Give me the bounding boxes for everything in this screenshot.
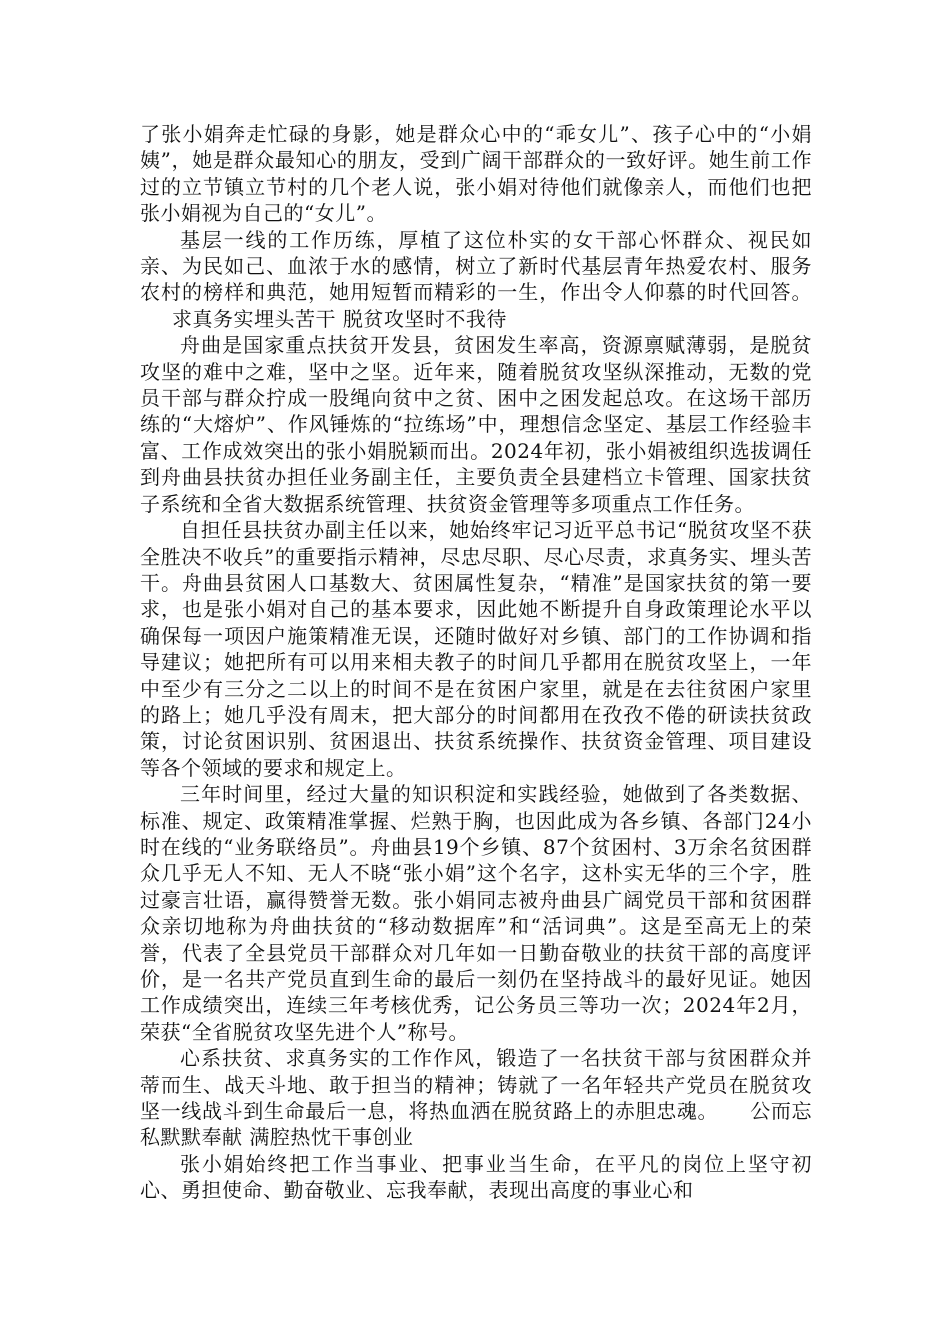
paragraph-4 xyxy=(140,517,812,781)
section-heading-2: 公而忘私默默奉献 满腔热忱干事创业 xyxy=(140,1099,813,1150)
paragraph-7-text: 张小娟始终把工作当事业、把事业当生命，在平凡的岗位上坚守初心、勇担使命、勤奋敬业、忘我奉献，表现出高度的事业心和 xyxy=(140,1151,812,1203)
paragraph-4-text: 自担任县扶贫办副主任以来，她始终牢记习近平总书记“脱贫攻坚不获全胜决不收兵”的重要指示精神，尽忠尽职、尽心尽责，求真务实、埋头苦干。舟曲县贫困人口基数大、贫困属性复杂，“精准”是国家扶贫的第一要求，也是张小娟对自己的基本要求，因此她不断提升自身政策理论水平以确保每一项因户施策精准无误，还随时做好对乡镇、部门的工作协调和指导建议；她把所有可以用来相夫教子的时间几乎都用在脱贫攻坚上，一年中至少有三分之二以上的时间不是在贫困户家里，就是在去往贫困户家里的路上；她几乎没有周末，把大部分的时间都用在孜孜不倦的研读扶贫政策，讨论贫困识别、贫困退出、扶贫系统操作、扶贫资金管理、项目建设等各个领域的要求和规定上。 xyxy=(140,518,812,780)
paragraph-5 xyxy=(140,781,812,1045)
paragraph-3 xyxy=(140,332,812,517)
paragraph-1 xyxy=(140,121,812,227)
paragraph-3-text: 舟曲是国家重点扶贫开发县，贫困发生率高，资源禀赋薄弱，是脱贫攻坚的难中之难，坚中之坚。近年来，随着脱贫攻坚纵深推动，无数的党员干部与群众拧成一股绳向贫中之贫、困中之困发起总攻。在这场干部历练的“大熔炉”、作风锤炼的“拉练场”中，理想信念坚定、基层工作经验丰富、工作成效突出的张小娟脱颖而出。2024年初，张小娟被组织选拔调任到舟曲县扶贫办担任业务副主任，主要负责全县建档立卡管理、国家扶贫子系统和全省大数据系统管理、扶贫资金管理等多项重点工作任务。 xyxy=(140,333,812,516)
paragraph-2-text: 基层一线的工作历练，厚植了这位朴实的女干部心怀群众、视民如亲、为民如己、血浓于水的感情，树立了新时代基层青年热爱农村、服务农村的榜样和典范，她用短暂而精彩的一生，作出令人仰慕的时代回答。 xyxy=(140,227,812,305)
paragraph-2 xyxy=(140,227,812,333)
paragraph-5-text: 三年时间里，经过大量的知识积淀和实践经验，她做到了各类数据、标准、规定、政策精准掌握、烂熟于胸，也因此成为各乡镇、各部门24小时在线的“业务联络员”。舟曲县19个乡镇、87个贫困村、3万余名贫困群众几乎无人不知、无人不晓“张小娟”这个名字，这朴实无华的三个字，胜过豪言壮语，赢得赞誉无数。张小娟同志被舟曲县广阔党员干部和贫困群众亲切地称为舟曲扶贫的“移动数据库”和“活词典”。这是至高无上的荣誉，代表了全县党员干部群众对几年如一日勤奋敬业的扶贫干部的高度评价，是一名共产党员直到生命的最后一刻仍在坚持战斗的最好见证。她因工作成绩突出，连续三年考核优秀，记公务员三等功一次；2024年2月，荣获“全省脱贫攻坚先进个人”称号。 xyxy=(140,782,812,1044)
paragraph-6-text: 心系扶贫、求真务实的工作作风，锻造了一名扶贫干部与贫困群众并蒂而生、战天斗地、敢于担当的精神；铸就了一名年轻共产党员在脱贫攻坚一线战斗到生命最后一息，将热血洒在脱贫路上的赤胆忠魂。 xyxy=(140,1046,812,1124)
paragraph-6 xyxy=(140,1045,812,1151)
document-body xyxy=(140,121,812,1204)
paragraph-1-text: 了张小娟奔走忙碌的身影，她是群众心中的“乖女儿”、孩子心中的“小娟姨”，她是群众最知心的朋友，受到广阔干部群众的一致好评。她生前工作过的立节镇立节村的几个老人说，张小娟对待他们就像亲人，而他们也把张小娟视为自己的“女儿”。 xyxy=(140,122,812,226)
paragraph-7 xyxy=(140,1151,812,1204)
section-heading-1: 求真务实埋头苦干 脱贫攻坚时不我待 xyxy=(172,306,507,331)
